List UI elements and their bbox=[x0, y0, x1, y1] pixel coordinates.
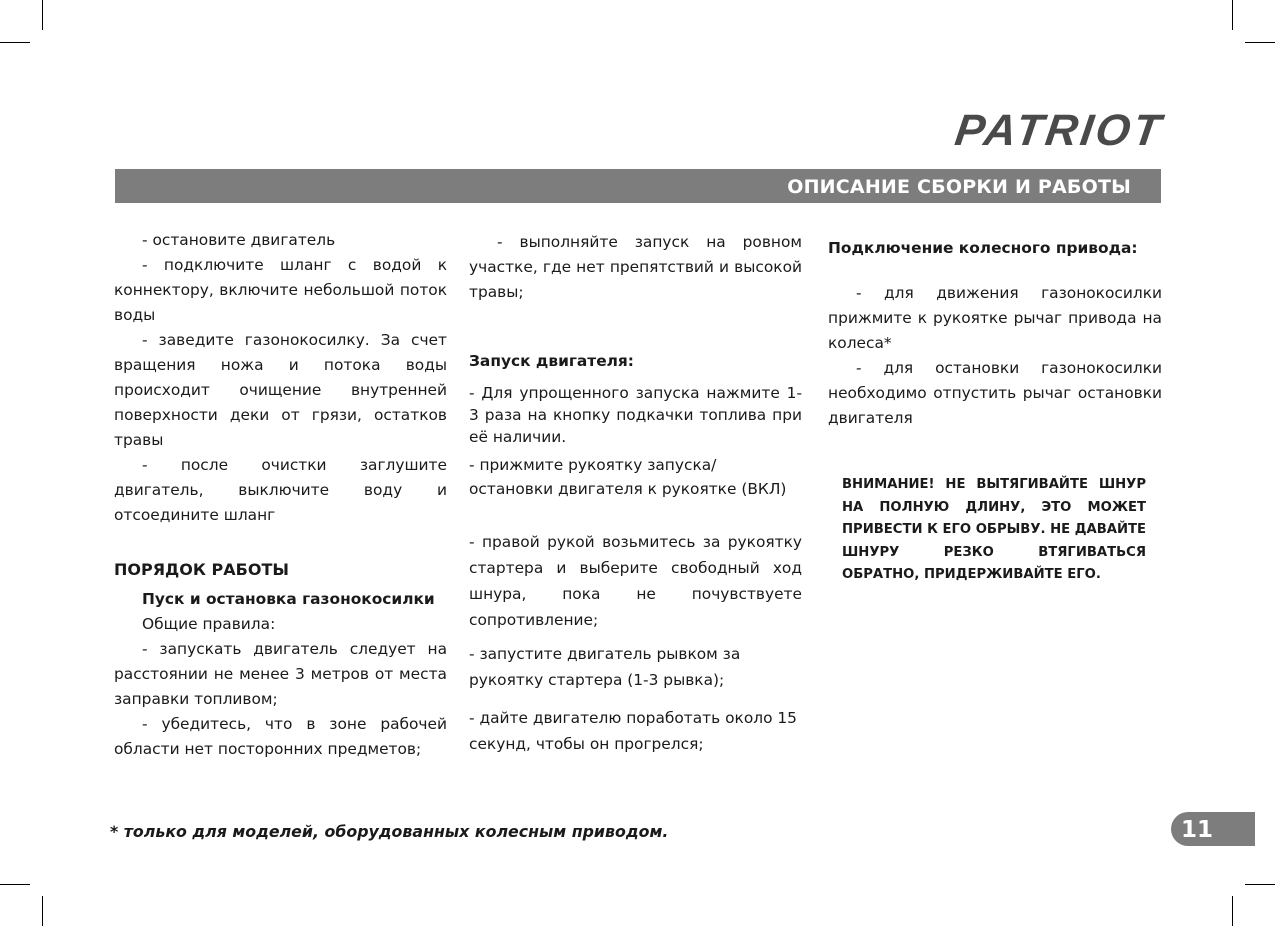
right-column bbox=[828, 236, 1162, 431]
brand-logo: PATRIOT bbox=[952, 106, 1167, 155]
section-heading: ПОРЯДОК РАБОТЫ bbox=[114, 560, 289, 579]
paragraph: - после очистки заглушите двигатель, выключите воду и отсоедините шланг bbox=[114, 456, 447, 524]
warning-text: ВНИМАНИЕ! НЕ ВЫТЯГИВАЙТЕ ШНУР НА ПОЛНУЮ ДЛИНУ, ЭТО МОЖЕТ ПРИВЕСТИ К ЕГО ОБРЫВУ. НЕ ДАВАЙТЕ ШНУРУ РЕЗКО ВТЯГИВАТЬСЯ ОБРАТНО, ПРИДЕРЖИВАЙТЕ ЕГО. bbox=[842, 477, 1146, 582]
crop-mark bbox=[1245, 42, 1275, 43]
crop-mark bbox=[1232, 0, 1233, 30]
paragraph: - правой рукой возьмитесь за рукоятку стартера и выберите свободный ход шнура, пока не почувствуете сопротивление; bbox=[469, 533, 802, 629]
crop-mark bbox=[42, 0, 43, 30]
footnote: * только для моделей, оборудованных колесным приводом. bbox=[110, 822, 669, 841]
paragraph: - прижмите рукоятку запуска/ остановки двигателя к рукоятке (ВКЛ) bbox=[469, 456, 787, 498]
paragraph: Общие правила: bbox=[142, 615, 276, 633]
subheading: Подключение колесного привода: bbox=[828, 239, 1138, 257]
middle-column bbox=[469, 230, 802, 757]
paragraph: - убедитесь, что в зоне рабочей области нет посторонних предметов; bbox=[114, 715, 447, 758]
crop-mark bbox=[1232, 896, 1233, 926]
paragraph: - остановите двигатель bbox=[142, 231, 336, 249]
paragraph: - Для упрощенного запуска нажмите 1-3 раза на кнопку подкачки топлива при её наличии. bbox=[469, 384, 802, 446]
paragraph: - подключите шланг с водой к коннектору, включите небольшой поток воды bbox=[114, 256, 447, 324]
paragraph: - для движения газонокосилки прижмите к рукоятке рычаг привода на колеса* bbox=[828, 284, 1162, 352]
left-column bbox=[114, 228, 447, 762]
section-banner bbox=[115, 169, 1161, 203]
crop-mark bbox=[0, 42, 30, 43]
paragraph: - запускать двигатель следует на расстоянии не менее 3 метров от места заправки топливом; bbox=[114, 640, 447, 708]
page-number: 11 bbox=[1181, 817, 1214, 843]
paragraph: - заведите газонокосилку. За счет вращения ножа и потока воды происходит очищение внутренней поверхности деки от грязи, остатков травы bbox=[114, 331, 447, 449]
paragraph: - запустите двигатель рывком за рукоятку стартера (1-3 рывка); bbox=[469, 645, 741, 689]
section-title: ОПИСАНИЕ СБОРКИ И РАБОТЫ bbox=[787, 176, 1131, 198]
subheading: Пуск и остановка газонокосилки bbox=[142, 590, 435, 608]
crop-mark bbox=[0, 884, 30, 885]
crop-mark bbox=[42, 896, 43, 926]
page-number-badge bbox=[1171, 812, 1255, 846]
paragraph: - выполняйте запуск на ровном участке, где нет препятствий и высокой травы; bbox=[469, 233, 802, 301]
paragraph: - дайте двигателю поработать около 15 секунд, чтобы он прогрелся; bbox=[469, 709, 797, 753]
subheading: Запуск двигателя: bbox=[469, 352, 634, 370]
paragraph: - для остановки газонокосилки необходимо отпустить рычаг остановки двигателя bbox=[828, 359, 1162, 427]
crop-mark bbox=[1245, 884, 1275, 885]
